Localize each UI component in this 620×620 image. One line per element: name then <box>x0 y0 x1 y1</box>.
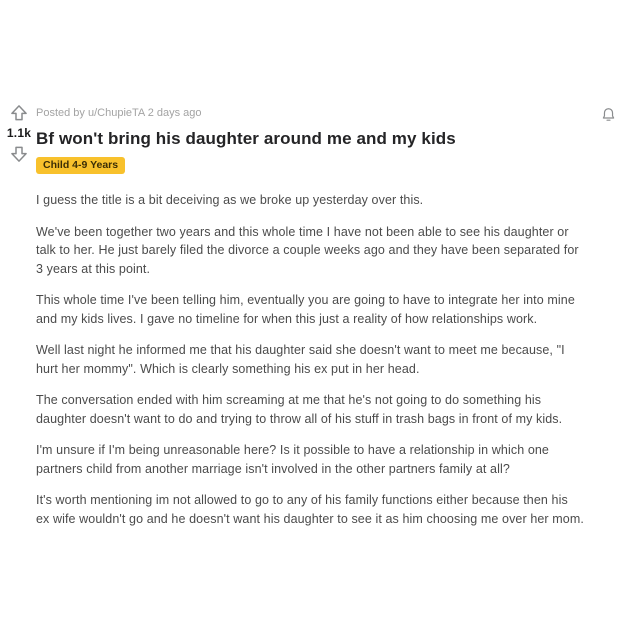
upvote-icon <box>9 103 29 123</box>
author-link[interactable]: u/ChupieTA <box>87 107 145 119</box>
post-body <box>36 191 584 528</box>
post-paragraph: I'm unsure if I'm being unreasonable here? Is it possible to have a relationship in which one partners child from another marriage isn't involved in the other partners family at all? <box>36 443 549 476</box>
posted-by-label: Posted by <box>36 107 85 119</box>
post-paragraph: It's worth mentioning im not allowed to go to any of his family functions either because then his ex wife wouldn't go and he doesn't want his daughter to see it as him choosing me over her mom. <box>36 493 584 526</box>
vote-count: 1.1k <box>6 126 32 140</box>
downvote-button[interactable] <box>9 144 29 164</box>
bell-icon <box>600 112 617 127</box>
post-meta <box>36 106 584 120</box>
post-title: Bf won't bring his daughter around me and my kids <box>36 129 456 148</box>
vote-column <box>2 100 36 541</box>
notification-bell-button[interactable] <box>600 106 617 124</box>
flair-badge[interactable]: Child 4-9 Years <box>36 157 125 174</box>
downvote-icon <box>9 144 29 164</box>
post-age: 2 days ago <box>147 107 202 119</box>
post-paragraph: The conversation ended with him screaming at me that he's not going to do something his daughter doesn't want to do and trying to throw all of his stuff in trash bags in front of my kids. <box>36 393 563 426</box>
post-paragraph: We've been together two years and this whole time I have not been able to see his daughter or talk to her. He just barely filed the divorce a couple weeks ago and they have been separated for 3 years at this point. <box>36 224 579 276</box>
post-card <box>2 100 618 541</box>
post-paragraph: I guess the title is a bit deceiving as we broke up yesterday over this. <box>36 193 424 207</box>
post-paragraph: Well last night he informed me that his daughter said she doesn't want to meet me because, "I hurt her mommy". Which is clearly something his ex put in her head. <box>36 343 565 376</box>
post-paragraph: This whole time I've been telling him, eventually you are going to have to integrate her into mine and my kids lives. I gave no timeline for when this just a reality of how relationships work. <box>36 293 575 326</box>
post-content <box>36 100 602 541</box>
upvote-button[interactable] <box>9 103 29 123</box>
